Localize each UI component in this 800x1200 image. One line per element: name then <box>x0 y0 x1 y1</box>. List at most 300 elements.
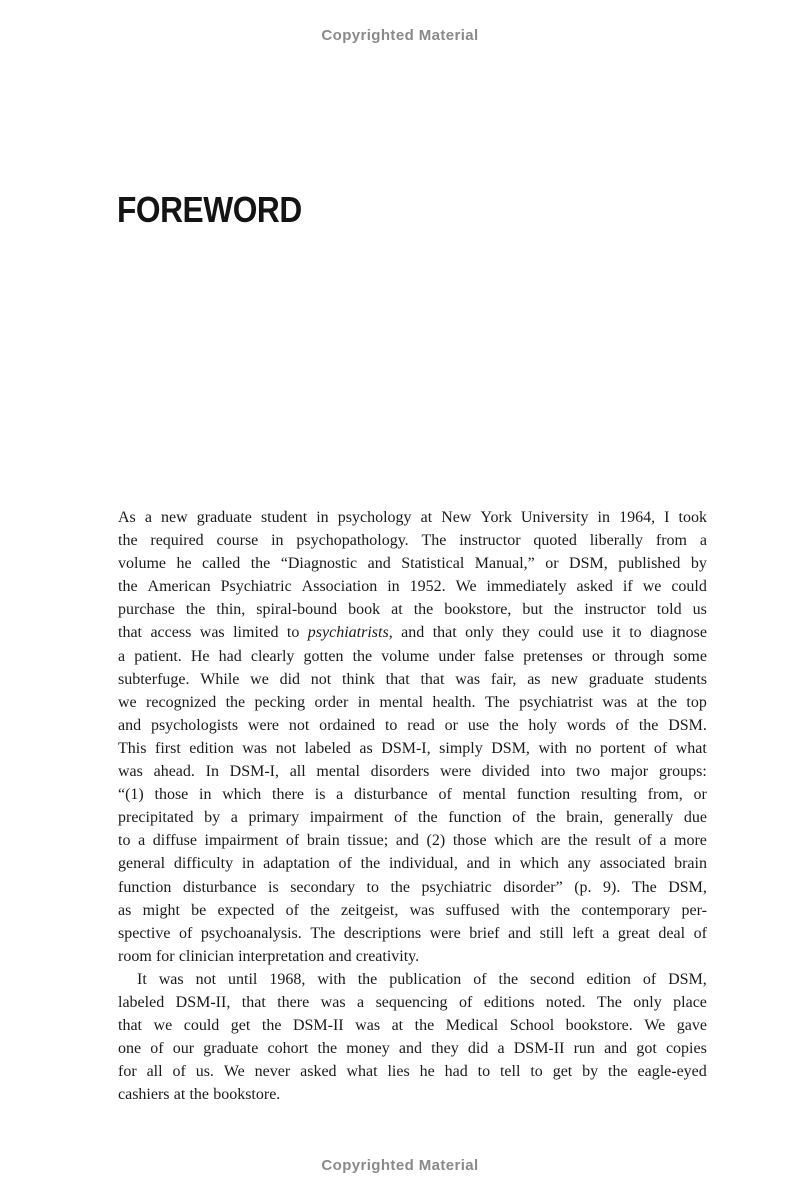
word: York <box>480 509 512 526</box>
word: or <box>591 647 606 665</box>
word: bookstore. <box>565 1017 633 1035</box>
word: disturbance <box>182 878 257 896</box>
word: the <box>118 578 138 596</box>
word: bookstore, <box>444 601 512 619</box>
word: of <box>285 832 300 850</box>
word: for <box>155 947 175 965</box>
word: of <box>642 970 657 988</box>
word: New <box>441 509 472 526</box>
word: the <box>357 970 378 988</box>
word: room <box>118 947 152 965</box>
word: cashiers <box>118 1086 170 1104</box>
text-line <box>118 555 707 578</box>
word: precipitated <box>118 809 194 827</box>
word: and <box>466 855 490 873</box>
word: that <box>241 993 266 1011</box>
word: top <box>686 693 707 711</box>
word: 9). <box>603 878 621 896</box>
word: still <box>539 924 564 942</box>
word: I <box>664 509 670 526</box>
word: the <box>118 532 138 550</box>
word: function <box>448 809 502 827</box>
word: of <box>512 809 526 827</box>
word: immediately <box>486 578 567 596</box>
word: that <box>118 1017 142 1035</box>
word: is <box>268 878 279 896</box>
word: that <box>432 624 457 642</box>
word: by <box>204 809 221 827</box>
word: (p. <box>574 878 592 896</box>
word: instructor <box>584 601 646 619</box>
word: all <box>289 763 306 781</box>
word: be <box>191 901 207 919</box>
word: the <box>185 601 206 619</box>
word: pecking <box>254 693 306 711</box>
word: was <box>118 763 143 781</box>
word: DSM, <box>569 555 608 573</box>
word: we <box>642 578 662 596</box>
word: was <box>455 670 481 688</box>
word: psychoanalysis. <box>200 924 302 942</box>
word: in <box>241 855 255 873</box>
word: us. <box>195 1063 214 1081</box>
word: impairment <box>204 832 279 850</box>
word: place <box>673 993 707 1011</box>
word: until <box>228 970 258 988</box>
word: some <box>673 647 707 665</box>
word: all <box>146 1063 163 1081</box>
word: divided <box>481 763 530 781</box>
word: the <box>390 878 411 896</box>
word: he <box>176 555 192 573</box>
text-line <box>118 948 707 971</box>
word: book <box>348 601 381 619</box>
word: could <box>671 578 707 596</box>
word: the <box>250 555 271 573</box>
word: mental <box>462 786 507 804</box>
word: was <box>199 624 225 642</box>
word: spective <box>118 924 171 942</box>
word: of <box>615 716 629 734</box>
word: adaptation <box>263 855 330 873</box>
word: those <box>154 786 189 804</box>
word: of <box>638 832 652 850</box>
word: course <box>216 532 259 550</box>
word: the <box>360 855 381 873</box>
word: by <box>690 555 707 573</box>
word: edition <box>586 970 631 988</box>
word: one <box>118 1040 142 1058</box>
word: the <box>553 601 574 619</box>
word: only <box>633 993 662 1011</box>
word: was <box>320 993 346 1011</box>
word: any <box>567 855 591 873</box>
word: impairment <box>309 809 384 827</box>
word: subterfuge. <box>118 670 190 688</box>
word: to <box>530 1063 543 1081</box>
text-line <box>118 624 707 647</box>
foreword-heading: FOREWORD <box>117 189 302 230</box>
word: liberally <box>589 532 644 550</box>
word: brain <box>306 832 340 850</box>
word: disorder” <box>503 878 563 896</box>
word: fair, <box>490 670 517 688</box>
word: took <box>678 509 707 526</box>
word: the <box>498 970 519 988</box>
word: publication <box>389 970 462 988</box>
word: in <box>271 532 284 550</box>
word: limited <box>233 624 279 642</box>
word: psychologists <box>150 716 239 734</box>
word: purchase <box>118 601 175 619</box>
word: he <box>419 1063 435 1081</box>
word: DSM-II <box>292 1017 344 1035</box>
word: from, <box>647 786 683 804</box>
word: great <box>617 924 650 942</box>
word: those <box>452 832 487 850</box>
word: use <box>582 624 604 642</box>
word: we <box>250 670 269 688</box>
word: never <box>254 1063 291 1081</box>
word: the <box>638 716 659 734</box>
word: the <box>550 901 571 919</box>
word: cohort <box>267 1040 309 1058</box>
word: were <box>429 924 461 942</box>
word: a <box>357 993 365 1011</box>
text-line <box>118 671 707 694</box>
text-line <box>118 832 707 855</box>
word: and <box>118 716 142 734</box>
word: pretenses <box>523 647 583 665</box>
word: access <box>150 624 192 642</box>
word: While <box>200 670 240 688</box>
word: suffused <box>445 901 500 919</box>
word: the <box>657 693 678 711</box>
word: “(1) <box>118 786 144 804</box>
word: clearly <box>250 647 295 665</box>
word: graduate <box>203 1040 259 1058</box>
word: creativity. <box>355 947 420 965</box>
word: expected <box>217 901 275 919</box>
word: with <box>510 901 540 919</box>
word: of <box>178 924 193 942</box>
text-line <box>118 1040 707 1063</box>
word: He <box>190 647 210 665</box>
word: gotten <box>303 647 344 665</box>
word: gave <box>676 1017 707 1035</box>
word: of <box>473 970 487 988</box>
word: and <box>398 1040 423 1058</box>
word: psychiatric <box>421 878 492 896</box>
word: 1952. <box>409 578 446 596</box>
word: and <box>367 555 391 573</box>
word: our <box>172 1040 195 1058</box>
word: the <box>310 901 330 919</box>
word: did <box>467 1040 489 1058</box>
word: the <box>189 1086 209 1104</box>
word: ordained <box>319 716 376 734</box>
word: there <box>277 993 310 1011</box>
word: in <box>498 855 511 873</box>
word: of <box>285 901 299 919</box>
word: as <box>118 901 132 919</box>
word: to <box>629 624 642 642</box>
word: required <box>150 532 204 550</box>
word: interpretation <box>238 947 325 965</box>
word: The <box>596 993 622 1011</box>
word: 1964, <box>619 509 656 526</box>
word: descriptions <box>343 924 422 942</box>
word: was <box>355 1017 381 1035</box>
word: there <box>272 786 305 804</box>
word: thin, <box>216 601 246 619</box>
word: Statistical <box>401 555 465 573</box>
word: it <box>611 624 621 642</box>
word: money <box>346 1040 390 1058</box>
word: students <box>654 670 707 688</box>
word: DSM-I, <box>381 739 431 757</box>
word: was <box>158 970 184 988</box>
word: psychology <box>337 509 412 526</box>
word: the <box>536 809 556 827</box>
text-line <box>118 879 707 902</box>
word: volume <box>118 555 166 573</box>
word: sequencing <box>375 993 448 1011</box>
word: recognized <box>146 693 217 711</box>
word: had <box>218 647 242 665</box>
word: to <box>477 1063 491 1081</box>
word: The <box>631 878 657 896</box>
word: difficulty <box>173 855 234 873</box>
word: with <box>538 739 567 757</box>
word: was <box>409 901 435 919</box>
word: edition <box>189 739 234 757</box>
word: more <box>674 832 707 850</box>
word: could <box>538 624 574 642</box>
word: or <box>444 716 458 734</box>
word: what <box>346 1063 378 1081</box>
word: Association <box>301 578 378 596</box>
word: what <box>675 739 707 757</box>
word: eagle-eyed <box>637 1063 707 1081</box>
word: School <box>509 1017 555 1035</box>
word: is <box>314 786 326 804</box>
word: were <box>247 716 280 734</box>
word: asked <box>300 1063 337 1081</box>
word: new <box>161 509 188 526</box>
word: noted. <box>545 993 586 1011</box>
word: diagnose <box>650 624 707 642</box>
word: brain <box>674 855 707 873</box>
text-line <box>118 994 707 1017</box>
text-line <box>118 809 707 832</box>
word: the <box>418 809 438 827</box>
word: had <box>444 1063 468 1081</box>
word: 1968, <box>269 970 306 988</box>
word: we <box>153 1017 173 1035</box>
word: of <box>150 1040 164 1058</box>
word: the <box>352 647 373 665</box>
word: lies <box>387 1063 410 1081</box>
word: a <box>602 924 610 942</box>
word: It <box>137 970 147 988</box>
word: a <box>144 509 152 526</box>
word: that <box>118 624 142 642</box>
word: patient. <box>134 647 182 665</box>
word: got <box>636 1040 657 1058</box>
word: diffuse <box>152 832 197 850</box>
word: that <box>420 670 445 688</box>
word: a <box>497 1040 505 1058</box>
word: tissue; <box>347 832 389 850</box>
word: a <box>336 786 344 804</box>
word: at <box>636 693 649 711</box>
body-text <box>118 509 707 1109</box>
word: for <box>118 1063 137 1081</box>
word: We <box>455 578 477 596</box>
word: not <box>195 970 217 988</box>
word: function <box>516 786 571 804</box>
word: read <box>407 716 435 734</box>
word: a <box>138 832 146 850</box>
word: a <box>118 647 126 665</box>
word: holy <box>528 716 557 734</box>
word: and <box>395 832 419 850</box>
word: words <box>566 716 606 734</box>
word: (2) <box>426 832 446 850</box>
paragraph <box>118 971 707 1110</box>
word: get <box>552 1063 573 1081</box>
word: volume <box>381 647 430 665</box>
word: a <box>699 532 707 550</box>
word: they <box>431 1040 459 1058</box>
text-line <box>118 648 707 671</box>
text-line <box>118 1063 707 1086</box>
word: no <box>575 739 592 757</box>
word: get <box>230 1017 251 1035</box>
word: the <box>225 693 246 711</box>
word: we <box>118 693 137 711</box>
word: by <box>582 1063 599 1081</box>
word: This <box>118 739 147 757</box>
word: groups: <box>658 763 707 781</box>
word: did <box>279 670 301 688</box>
word: bookstore. <box>213 1086 281 1104</box>
word: the <box>261 1017 282 1035</box>
word: in <box>597 509 610 526</box>
word: health. <box>432 693 476 711</box>
word: general <box>118 855 166 873</box>
word: told <box>656 601 682 619</box>
word: not <box>275 739 297 757</box>
word: which <box>222 786 262 804</box>
word: at <box>391 1017 404 1035</box>
word: DSM-I, <box>229 763 279 781</box>
word: As <box>118 509 136 526</box>
word: disturbance <box>354 786 428 804</box>
word: labeled <box>118 993 165 1011</box>
word: of <box>653 739 668 757</box>
word: if <box>622 578 633 596</box>
word: American <box>147 578 211 596</box>
word: in <box>387 578 400 596</box>
word: in <box>199 786 212 804</box>
word: the <box>608 1063 628 1081</box>
word: and <box>604 1040 628 1058</box>
word: individual, <box>388 855 458 873</box>
word: at <box>420 509 433 526</box>
text-line <box>118 740 707 763</box>
word: to <box>286 624 300 642</box>
word: two <box>576 763 601 781</box>
word: or <box>545 555 559 573</box>
word: brain, <box>566 809 604 827</box>
word: Manual,” <box>474 555 535 573</box>
word: as <box>527 670 541 688</box>
word: asked <box>576 578 613 596</box>
word: “Diagnostic <box>280 555 358 573</box>
word: the <box>317 1040 338 1058</box>
text-line <box>118 786 707 809</box>
word: new <box>551 670 578 688</box>
word: not <box>310 670 332 688</box>
word: The <box>310 924 336 942</box>
text-line <box>118 578 707 601</box>
text-line <box>118 532 707 555</box>
copyright-notice-bottom: Copyrighted Material <box>321 1157 479 1174</box>
word: associated <box>599 855 666 873</box>
word: In <box>205 763 219 781</box>
word: secondary <box>290 878 356 896</box>
word: of <box>693 924 707 942</box>
word: the <box>499 716 519 734</box>
word: resulting <box>580 786 637 804</box>
word: primary <box>248 809 300 827</box>
word: tell <box>499 1063 521 1081</box>
word: clinician <box>178 947 234 965</box>
word: due <box>683 809 707 827</box>
word: of <box>338 855 352 873</box>
word: We <box>223 1063 245 1081</box>
word: simply <box>439 739 483 757</box>
word: which <box>519 855 559 873</box>
word: contemporary <box>581 901 671 919</box>
word: into <box>540 763 566 781</box>
word: second <box>530 970 575 988</box>
word: the <box>568 832 588 850</box>
word: of <box>172 1063 186 1081</box>
word: We <box>644 1017 666 1035</box>
word: quoted <box>533 532 577 550</box>
word: Medical <box>445 1017 499 1035</box>
text-line <box>118 509 707 532</box>
word: The <box>421 532 447 550</box>
word: per- <box>681 901 707 919</box>
word: and <box>508 924 532 942</box>
word: us <box>692 601 707 619</box>
word: as <box>359 739 373 757</box>
word: to <box>118 832 131 850</box>
word: order <box>314 693 349 711</box>
word: generally <box>613 809 674 827</box>
text-line <box>118 717 707 740</box>
word: the <box>413 601 434 619</box>
word: run <box>573 1040 595 1058</box>
word: brief <box>469 924 500 942</box>
word: instructor <box>459 532 521 550</box>
text-line <box>118 902 707 925</box>
word: of <box>459 993 473 1011</box>
